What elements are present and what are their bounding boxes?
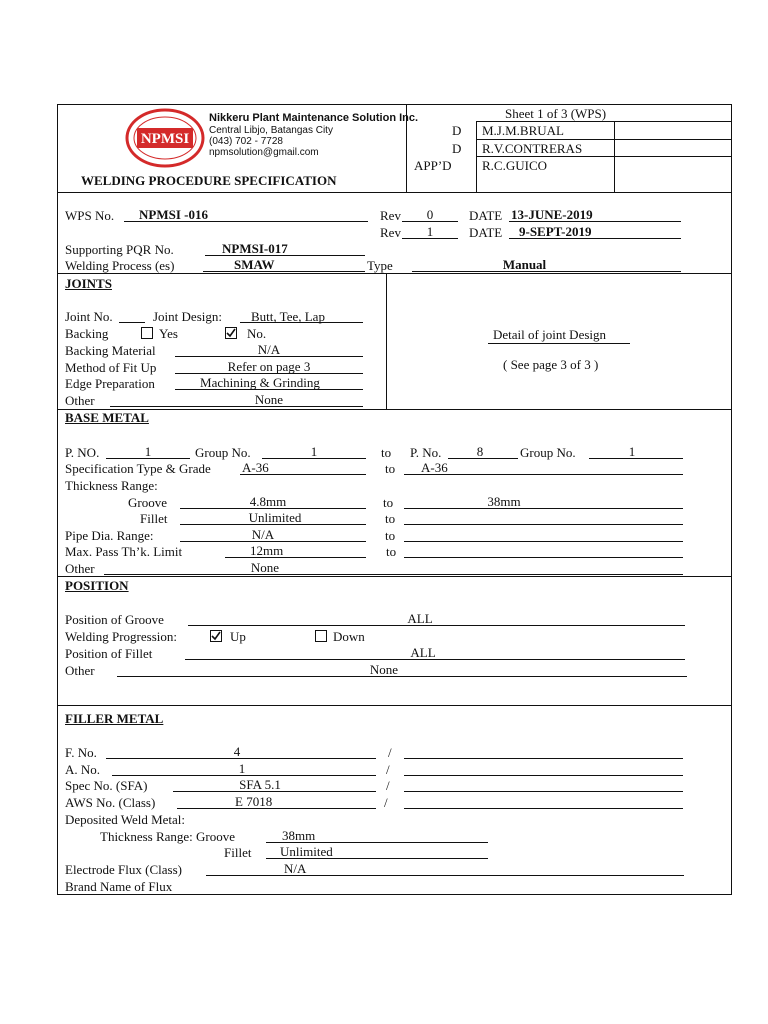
thickness-fillet-label: Fillet	[224, 845, 252, 860]
sfa-2-line	[404, 791, 683, 792]
aws-value: E 7018	[235, 794, 273, 809]
base-other-label: Other	[65, 561, 95, 576]
groove-label: Groove	[128, 495, 167, 510]
base-metal-heading: BASE METAL	[65, 410, 149, 425]
backing-yes-label: Yes	[159, 326, 178, 341]
process-line	[203, 271, 365, 272]
progression-down-label: Down	[333, 629, 365, 644]
pipe-dia-label: Pipe Dia. Range:	[65, 528, 154, 543]
company-phone: (043) 702 - 7728	[209, 136, 283, 147]
position-other-value: None	[369, 662, 399, 677]
date-label-1: DATE	[469, 208, 503, 223]
groove-2-value: 38mm	[487, 494, 521, 509]
thickness-fillet-value: Unlimited	[280, 844, 333, 859]
fit-up-value: Refer on page 3	[227, 359, 311, 374]
thickness-range-label: Thickness Range:	[65, 478, 158, 493]
position-top-rule	[57, 576, 732, 577]
header-rule-3	[476, 156, 732, 157]
fillet-position-value: ALL	[410, 645, 436, 660]
process-label: Welding Process (es)	[65, 258, 175, 273]
sfa-value: SFA 5.1	[239, 777, 281, 792]
f-no-label: F. No.	[65, 745, 97, 760]
backing-no-checkbox[interactable]	[225, 327, 237, 339]
aws-slash: /	[384, 795, 388, 810]
spec-grade-label: Specification Type & Grade	[65, 461, 211, 476]
date-value-1: 13-JUNE-2019	[511, 207, 593, 222]
joint-design-value: Butt, Tee, Lap	[251, 309, 325, 324]
joint-detail-note: ( See page 3 of 3 )	[503, 357, 599, 372]
joints-top-rule	[57, 273, 732, 274]
thickness-groove-value: 38mm	[282, 828, 316, 843]
company-email: npmsolution@gmail.com	[209, 147, 319, 158]
max-pass-line	[225, 557, 366, 558]
rev-label-1: Rev	[380, 208, 401, 223]
header-rule-2	[476, 139, 732, 140]
joints-divider	[386, 273, 387, 409]
progression-up-label: Up	[230, 629, 246, 644]
aws-line	[177, 808, 376, 809]
joints-other-value: None	[254, 392, 284, 407]
pqr-value: NPMSI-017	[222, 241, 288, 256]
to-label-5: to	[385, 528, 396, 543]
base-metal-top-rule	[57, 409, 732, 410]
backing-label: Backing	[65, 326, 109, 341]
header-bottom-rule	[57, 192, 732, 193]
rev-label-2: Rev	[380, 225, 401, 240]
joint-detail-line	[488, 343, 630, 344]
joint-no-label: Joint No.	[65, 309, 113, 324]
max-pass-value: 12mm	[250, 543, 284, 558]
prepared-label: D	[452, 123, 462, 138]
position-other-label: Other	[65, 663, 95, 678]
date-value-2: 9-SEPT-2019	[519, 224, 592, 239]
fillet-value: Unlimited	[248, 510, 302, 525]
filler-top-rule	[57, 705, 732, 706]
base-other-value: None	[250, 560, 280, 575]
a-no-slash: /	[386, 762, 390, 777]
groove-position-label: Position of Groove	[65, 612, 164, 627]
fillet-2-line	[404, 524, 683, 525]
fillet-position-label: Position of Fillet	[65, 646, 153, 661]
thickness-groove-label: Thickness Range: Groove	[100, 829, 236, 844]
max-pass-label: Max. Pass Th’k. Limit	[65, 544, 183, 559]
checked-by: R.V.CONTRERAS	[482, 141, 583, 156]
a-no-value: 1	[238, 761, 246, 776]
f-no-slash: /	[388, 745, 392, 760]
sfa-label: Spec No. (SFA)	[65, 778, 148, 793]
progression-up-checkbox[interactable]	[210, 630, 222, 642]
aws-2-line	[404, 808, 683, 809]
type-label: Type	[367, 258, 393, 273]
p-no-2-value: 8	[476, 444, 484, 459]
group-no-value: 1	[310, 444, 318, 459]
group-no-2-label: Group No.	[520, 445, 576, 460]
wps-no-label: WPS No.	[65, 208, 115, 223]
to-label-2: to	[385, 461, 396, 476]
backing-no-label: No.	[247, 326, 267, 341]
p-no-2-label: P. No.	[410, 445, 442, 460]
joint-detail-title: Detail of joint Design	[493, 327, 607, 342]
pqr-label: Supporting PQR No.	[65, 242, 174, 257]
f-no-value: 4	[233, 744, 241, 759]
checked-label: D	[452, 141, 462, 156]
edge-prep-value: Machining & Grinding	[200, 375, 320, 390]
flux-label: Electrode Flux (Class)	[65, 862, 182, 877]
group-no-label: Group No.	[195, 445, 251, 460]
date-label-2: DATE	[469, 225, 503, 240]
groove-value: 4.8mm	[249, 494, 287, 509]
logo-text: NPMSI	[140, 131, 190, 147]
p-no-label: P. NO.	[65, 445, 100, 460]
backing-yes-checkbox[interactable]	[141, 327, 153, 339]
approved-by: R.C.GUICO	[482, 158, 548, 173]
flux-value: N/A	[284, 861, 307, 876]
rev-value-2: 1	[426, 224, 434, 239]
check-mark-icon	[211, 631, 221, 641]
document-title: WELDING PROCEDURE SPECIFICATION	[81, 173, 337, 188]
joint-design-label: Joint Design:	[153, 309, 222, 324]
position-heading: POSITION	[65, 578, 129, 593]
rev-value-1: 0	[426, 207, 434, 222]
filler-heading: FILLER METAL	[65, 711, 164, 726]
group-no-2-value: 1	[628, 444, 636, 459]
company-name: Nikkeru Plant Maintenance Solution Inc.	[209, 112, 419, 124]
a-no-2-line	[404, 775, 683, 776]
a-no-label: A. No.	[65, 762, 101, 777]
to-label-1: to	[381, 445, 392, 460]
p-no-value: 1	[144, 444, 152, 459]
fillet-label: Fillet	[140, 511, 168, 526]
frame-top	[57, 104, 732, 105]
to-label-3: to	[383, 495, 394, 510]
approved-label: APP’D	[414, 158, 452, 173]
brand-flux-label: Brand Name of Flux	[65, 879, 173, 894]
backing-material-label: Backing Material	[65, 343, 156, 358]
progression-label: Welding Progression:	[65, 629, 177, 644]
company-logo	[125, 108, 205, 168]
fit-up-label: Method of Fit Up	[65, 360, 157, 375]
max-pass-2-line	[404, 557, 683, 558]
joints-other-label: Other	[65, 393, 95, 408]
flux-line	[206, 875, 684, 876]
joint-no-line	[119, 322, 145, 323]
joints-heading: JOINTS	[65, 276, 112, 291]
sheet-number: Sheet 1 of 3 (WPS)	[505, 106, 607, 121]
type-value: Manual	[502, 257, 547, 272]
wps-no-value: NPMSI -016	[139, 207, 208, 222]
frame-bottom	[57, 894, 732, 895]
deposited-weld-label: Deposited Weld Metal:	[65, 812, 186, 827]
frame-right	[731, 104, 732, 894]
to-label-6: to	[386, 544, 397, 559]
f-no-2-line	[404, 758, 683, 759]
progression-down-checkbox[interactable]	[315, 630, 327, 642]
backing-material-value: N/A	[257, 342, 281, 357]
process-value: SMAW	[234, 257, 275, 272]
spec-grade-value: A-36	[242, 460, 269, 475]
check-mark-icon	[226, 328, 236, 338]
prepared-by: M.J.M.BRUAL	[482, 123, 564, 138]
spec-grade-2-value: A-36	[421, 460, 448, 475]
pipe-dia-2-line	[404, 541, 683, 542]
groove-position-value: ALL	[407, 611, 433, 626]
header-rule-1	[476, 121, 732, 122]
sfa-slash: /	[386, 778, 390, 793]
aws-label: AWS No. (Class)	[65, 795, 156, 810]
company-address: Central Libjo, Batangas City	[209, 125, 333, 136]
edge-prep-label: Edge Preparation	[65, 376, 155, 391]
to-label-4: to	[385, 511, 396, 526]
pipe-dia-value: N/A	[251, 527, 275, 542]
frame-left	[57, 104, 58, 894]
